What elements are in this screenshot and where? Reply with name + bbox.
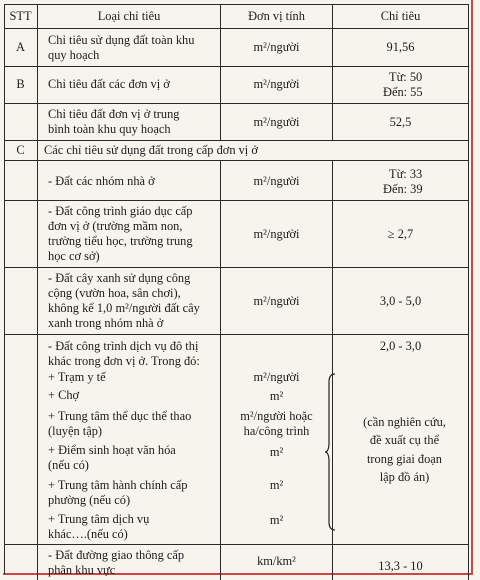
row-label: đơn vị ở (trường mầm non, bbox=[48, 219, 183, 233]
row-label: - Đất đường giao thông cấp bbox=[48, 548, 185, 562]
row-value: 52,5 bbox=[389, 115, 412, 129]
row-label: quy hoạch bbox=[48, 48, 100, 62]
sub-item-label: (nếu có) bbox=[48, 458, 89, 472]
row-label: cộng (vườn hoa, sân chơi), bbox=[48, 286, 181, 300]
curly-brace-icon bbox=[325, 372, 339, 532]
sub-item-label: (luyện tập) bbox=[48, 424, 103, 438]
table-row bbox=[4, 267, 469, 335]
sub-item-label: + Điểm sinh hoạt văn hóa bbox=[48, 443, 176, 457]
sub-item-label: + Trạm y tế bbox=[48, 370, 106, 384]
row-stt: B bbox=[16, 77, 25, 91]
header-stt: STT bbox=[9, 9, 32, 23]
row-label: phân khu vực bbox=[48, 563, 116, 577]
row-value: Từ: 50 bbox=[389, 70, 423, 84]
row-value: Đến: 39 bbox=[383, 182, 423, 196]
row-label: trường tiểu học, trường trung bbox=[48, 234, 193, 248]
table-row bbox=[4, 334, 469, 545]
table-row bbox=[4, 66, 469, 104]
row-unit: m²/người bbox=[253, 294, 300, 308]
row-label: - Đất công trình giáo dục cấp bbox=[48, 204, 193, 218]
row-label: - Đất cây xanh sử dụng công bbox=[48, 271, 191, 285]
row-value: 2,0 - 3,0 bbox=[379, 339, 422, 353]
row-value: ≥ 2,7 bbox=[387, 227, 414, 241]
table-row bbox=[4, 544, 469, 580]
row-label: Chỉ tiêu đất các đơn vị ở bbox=[48, 77, 170, 91]
row-unit: m²/người bbox=[253, 40, 300, 54]
row-note: (cần nghiên cứu, bbox=[363, 415, 446, 429]
table-row bbox=[4, 160, 469, 201]
row-value: Đến: 55 bbox=[383, 85, 423, 99]
table-row bbox=[4, 200, 469, 268]
table-row bbox=[4, 28, 469, 67]
row-unit: m²/người bbox=[253, 174, 300, 188]
sub-item-unit: m²/người bbox=[253, 370, 300, 384]
land-use-indicator-table bbox=[4, 4, 469, 579]
sub-item-label: + Chợ bbox=[48, 388, 80, 402]
row-label: - Đất công trình dịch vụ đô thị bbox=[48, 339, 199, 353]
row-value: 91,56 bbox=[386, 40, 415, 54]
sub-item-label: khác….(nếu có) bbox=[48, 527, 128, 541]
header-don-vi-tinh: Đơn vị tính bbox=[248, 9, 305, 23]
row-stt: C bbox=[16, 143, 25, 157]
row-label: khác trong đơn vị ở. Trong đó: bbox=[48, 354, 200, 368]
sub-item-unit: m² bbox=[269, 478, 284, 492]
row-label: Các chỉ tiêu sử dụng đất trong cấp đơn vị ở bbox=[44, 143, 258, 157]
table-header-row bbox=[4, 4, 469, 29]
sub-item-unit: m² bbox=[269, 445, 284, 459]
row-label: Chỉ tiêu sử dụng đất toàn khu bbox=[48, 33, 195, 47]
row-value: Từ: 33 bbox=[389, 167, 423, 181]
sub-item-unit: m² bbox=[269, 513, 284, 527]
header-chi-tieu: Chỉ tiêu bbox=[380, 9, 421, 23]
sub-item-label: + Trung tâm hành chính cấp bbox=[48, 478, 188, 492]
row-label: học cơ sở) bbox=[48, 249, 100, 263]
row-label: - Đất các nhóm nhà ở bbox=[48, 174, 155, 188]
sub-item-label: + Trung tâm thể dục thể thao bbox=[48, 409, 192, 423]
row-label: Chỉ tiêu đất đơn vị ở trung bbox=[48, 107, 180, 121]
row-label: không kể 1,0 m²/người đất cây bbox=[48, 301, 200, 315]
row-value: 3,0 - 5,0 bbox=[379, 294, 422, 308]
table-row bbox=[4, 103, 469, 141]
row-label: xanh trong nhóm nhà ở bbox=[48, 316, 164, 330]
table-row bbox=[4, 140, 469, 161]
row-note: trong giai đoạn bbox=[366, 452, 442, 466]
sub-item-label: phường (nếu có) bbox=[48, 493, 131, 507]
sub-item-unit: m²/người hoặc bbox=[240, 409, 313, 423]
row-label: bình toàn khu quy hoạch bbox=[48, 122, 171, 136]
row-unit: m²/người bbox=[253, 227, 300, 241]
sub-item-unit: ha/công trình bbox=[243, 424, 310, 438]
row-unit: m²/người bbox=[253, 115, 300, 129]
sub-item-label: + Trung tâm dịch vụ bbox=[48, 512, 150, 526]
row-note: đề xuất cụ thể bbox=[369, 433, 440, 447]
header-loai-chi-tieu: Loại chỉ tiêu bbox=[97, 9, 161, 23]
sub-item-unit: m² bbox=[269, 389, 284, 403]
row-unit: m²/người bbox=[253, 77, 300, 91]
row-value: 13,3 - 10 bbox=[378, 559, 423, 573]
row-stt: A bbox=[16, 40, 25, 54]
row-note: lập đồ án) bbox=[379, 470, 430, 484]
row-unit: km/km² bbox=[257, 554, 296, 568]
